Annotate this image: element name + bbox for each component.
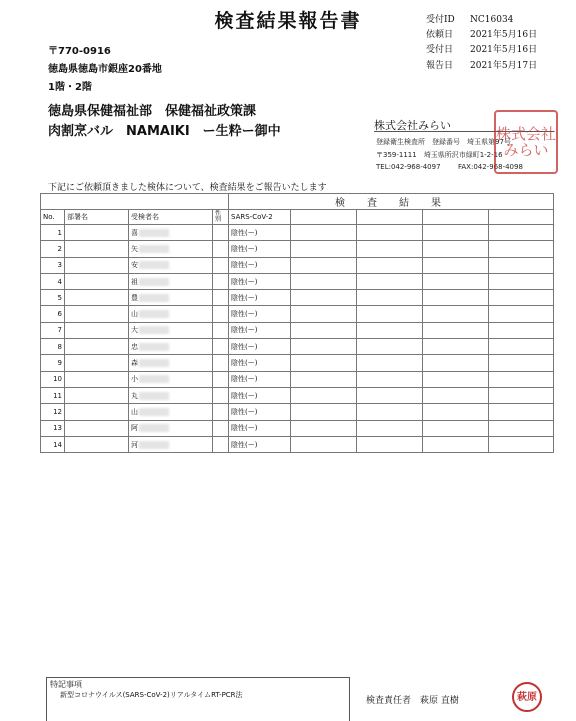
notes-text: 新型コロナウイルス(SARS-CoV-2)リアルタイムRT-PCR法: [60, 691, 243, 699]
table-row: [41, 225, 554, 241]
table-row: [41, 420, 554, 436]
responsible-seal: 萩原: [512, 682, 542, 712]
row-no: 3: [41, 257, 65, 273]
row-sex: [213, 339, 229, 355]
table-row: [41, 241, 554, 257]
row-name: 祖: [129, 273, 213, 289]
row-sex: [213, 257, 229, 273]
row-sex: [213, 241, 229, 257]
row-no: 1: [41, 225, 65, 241]
row-department: [65, 420, 129, 436]
row-no: 6: [41, 306, 65, 322]
meta-report-date: 報告日 2021年5月17日: [426, 61, 538, 71]
col-no: No.: [41, 210, 65, 225]
redacted-name: [139, 392, 169, 400]
row-no: 4: [41, 273, 65, 289]
redacted-name: [139, 245, 169, 253]
intro-text: 下記にご依頼頂きました検体について、検査結果をご報告いたします: [48, 183, 327, 193]
row-department: [65, 306, 129, 322]
row-sex: [213, 420, 229, 436]
responsible-person: 検査責任者 萩原 直樹: [366, 696, 459, 706]
group-header: 検 査 結 果: [229, 194, 554, 210]
row-no: 10: [41, 371, 65, 387]
row-no: 13: [41, 420, 65, 436]
row-sex: [213, 306, 229, 322]
row-name: 豊: [129, 290, 213, 306]
row-result: 陰性(ー): [229, 257, 291, 273]
issuer-address: 〒359-1111 埼玉県所沢市緑町1-2-16: [376, 151, 503, 159]
meta-request-date: 依頼日 2021年5月16日: [426, 30, 538, 40]
row-name: 忠: [129, 339, 213, 355]
table-row: [41, 404, 554, 420]
table-row: [41, 306, 554, 322]
recipient-org: 徳島県保健福祉部 保健福祉政策課: [48, 104, 257, 119]
table-row: [41, 355, 554, 371]
row-name: 山: [129, 404, 213, 420]
redacted-name: [139, 326, 169, 334]
row-sex: [213, 387, 229, 403]
redacted-name: [139, 375, 169, 383]
row-name: 河: [129, 436, 213, 452]
redacted-name: [139, 441, 169, 449]
row-no: 14: [41, 436, 65, 452]
redacted-name: [139, 229, 169, 237]
table-row: [41, 371, 554, 387]
row-name: 山: [129, 306, 213, 322]
issuer-fax: FAX:042-968-4098: [458, 163, 523, 171]
table-row: [41, 387, 554, 403]
row-department: [65, 273, 129, 289]
row-department: [65, 225, 129, 241]
notes-label: 特記事項: [50, 680, 82, 689]
row-no: 11: [41, 387, 65, 403]
col-name: 受検者名: [129, 210, 213, 225]
row-sex: [213, 355, 229, 371]
row-result: 陰性(ー): [229, 273, 291, 289]
row-no: 7: [41, 322, 65, 338]
row-sex: [213, 371, 229, 387]
row-result: 陰性(ー): [229, 306, 291, 322]
row-result: 陰性(ー): [229, 420, 291, 436]
recipient-address: 徳島県徳島市銀座20番地: [48, 64, 162, 75]
row-name: 阿: [129, 420, 213, 436]
row-result: 陰性(ー): [229, 436, 291, 452]
redacted-name: [139, 278, 169, 286]
row-department: [65, 241, 129, 257]
col-sex: 性別: [213, 210, 229, 225]
table-header-row: [41, 210, 554, 225]
row-name: 矢: [129, 241, 213, 257]
col-department: 部署名: [65, 210, 129, 225]
row-result: 陰性(ー): [229, 404, 291, 420]
row-name: 丸: [129, 387, 213, 403]
row-department: [65, 290, 129, 306]
row-result: 陰性(ー): [229, 241, 291, 257]
issuer-company: 株式会社みらい: [374, 119, 451, 132]
row-result: 陰性(ー): [229, 290, 291, 306]
redacted-name: [139, 294, 169, 302]
row-department: [65, 257, 129, 273]
row-name: 喜: [129, 225, 213, 241]
meta-receipt-id: 受付ID NC16034: [426, 15, 514, 25]
redacted-name: [139, 343, 169, 351]
row-no: 5: [41, 290, 65, 306]
row-sex: [213, 404, 229, 420]
recipient-postal: 〒770-0916: [48, 46, 111, 57]
row-result: 陰性(ー): [229, 355, 291, 371]
row-name: 安: [129, 257, 213, 273]
table-row: [41, 273, 554, 289]
row-result: 陰性(ー): [229, 371, 291, 387]
row-sex: [213, 322, 229, 338]
row-department: [65, 339, 129, 355]
row-department: [65, 404, 129, 420]
row-department: [65, 371, 129, 387]
table-row: [41, 436, 554, 452]
row-result: 陰性(ー): [229, 225, 291, 241]
row-sex: [213, 225, 229, 241]
row-department: [65, 387, 129, 403]
document-title: 検査結果報告書: [214, 10, 362, 32]
row-sex: [213, 290, 229, 306]
row-no: 8: [41, 339, 65, 355]
row-result: 陰性(ー): [229, 387, 291, 403]
recipient-client: 肉割烹バル NAMAIKI ー生粋ー御中: [48, 124, 281, 139]
recipient-floor: 1階・2階: [48, 82, 92, 93]
redacted-name: [139, 261, 169, 269]
row-no: 2: [41, 241, 65, 257]
row-result: 陰性(ー): [229, 322, 291, 338]
row-name: 森: [129, 355, 213, 371]
issuer-tel: TEL:042-968-4097: [376, 163, 441, 171]
row-name: 小: [129, 371, 213, 387]
table-group-header-row: [41, 194, 554, 210]
redacted-name: [139, 424, 169, 432]
table-row: [41, 322, 554, 338]
results-table: [40, 193, 554, 453]
row-no: 12: [41, 404, 65, 420]
redacted-name: [139, 310, 169, 318]
company-stamp: 株式会社みらい: [494, 110, 558, 174]
col-sars: SARS-CoV-2: [229, 210, 291, 225]
row-sex: [213, 273, 229, 289]
redacted-name: [139, 408, 169, 416]
row-department: [65, 436, 129, 452]
row-sex: [213, 436, 229, 452]
issuer-registration: 登録衛生検査所 登録番号 埼玉県第97号: [376, 138, 511, 146]
redacted-name: [139, 359, 169, 367]
row-no: 9: [41, 355, 65, 371]
table-row: [41, 290, 554, 306]
row-name: 大: [129, 322, 213, 338]
table-row: [41, 339, 554, 355]
row-result: 陰性(ー): [229, 339, 291, 355]
meta-receipt-date: 受付日 2021年5月16日: [426, 45, 538, 55]
table-row: [41, 257, 554, 273]
row-department: [65, 355, 129, 371]
row-department: [65, 322, 129, 338]
